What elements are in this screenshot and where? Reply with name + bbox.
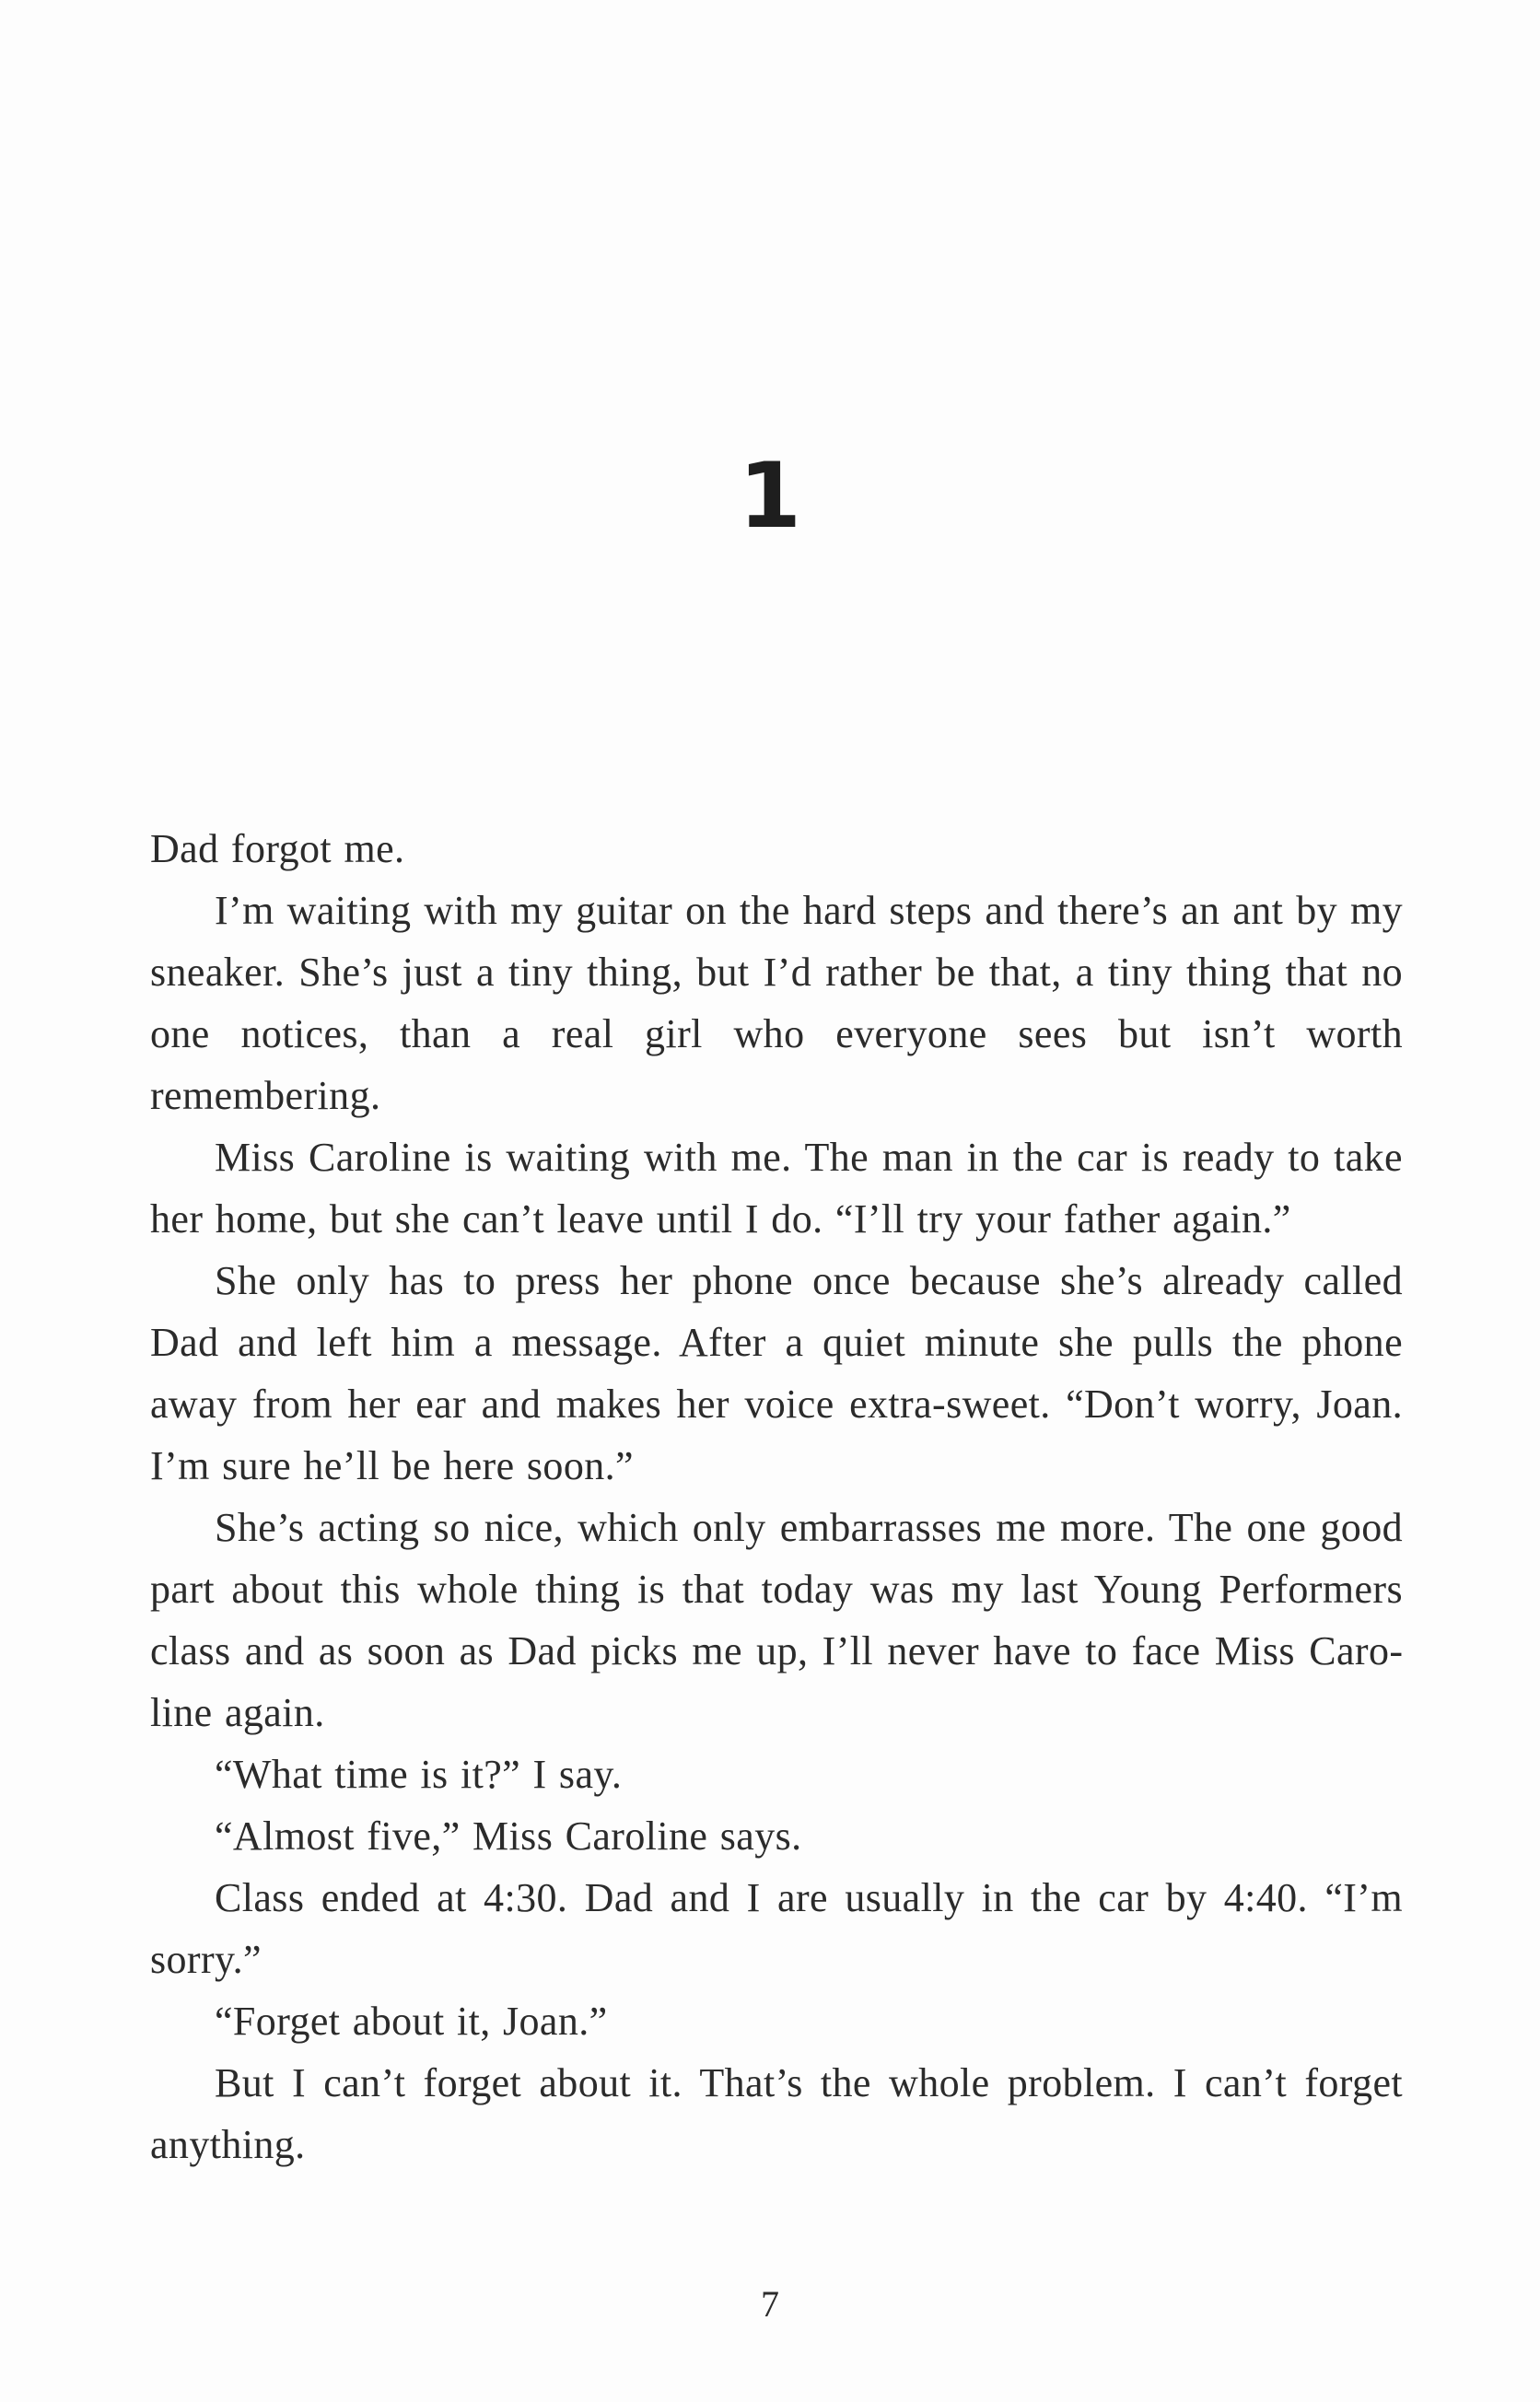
- paragraph: “Forget about it, Joan.”: [215, 1999, 608, 2044]
- paragraph: Miss Caroline is waiting with me. The man in the car is ready to take her home, but she can’t leave until I do. “I’ll try your father again.”: [150, 1135, 1403, 1242]
- paragraph: “What time is it?” I say.: [215, 1752, 623, 1797]
- paragraph: She’s acting so nice, which only embarrasses me more. The one good part about this whole thing is that today was my last Young Performers class and as soon as Dad picks me up, I’ll never have to face Miss Caroline again.: [150, 1505, 1403, 1735]
- paragraph: I’m waiting with my guitar on the hard steps and there’s an ant by my sneaker. She’s just a tiny thing, but I’d rather be that, a tiny thing that no one notices, than a real girl who everyone sees but isn’t worth remembering.: [150, 888, 1403, 1118]
- chapter-number: 1: [738, 444, 802, 549]
- paragraph: Dad forgot me.: [150, 826, 405, 871]
- chapter-body: [150, 818, 1403, 2175]
- paragraph: “Almost five,” Miss Caroline says.: [215, 1813, 802, 1859]
- paragraph: She only has to press her phone once because she’s already called Dad and left him a message. After a quiet minute she pulls the phone away from her ear and makes her voice extra-sweet. “Don’t worry, Joan. I’m sure he’ll be here soon.”: [150, 1258, 1403, 1488]
- page-number: 7: [761, 2283, 779, 2325]
- paragraph: Class ended at 4:30. Dad and I are usually in the car by 4:40. “I’m sorry.”: [150, 1875, 1403, 1982]
- paragraph: But I can’t forget about it. That’s the whole problem. I can’t forget anything.: [150, 2060, 1403, 2167]
